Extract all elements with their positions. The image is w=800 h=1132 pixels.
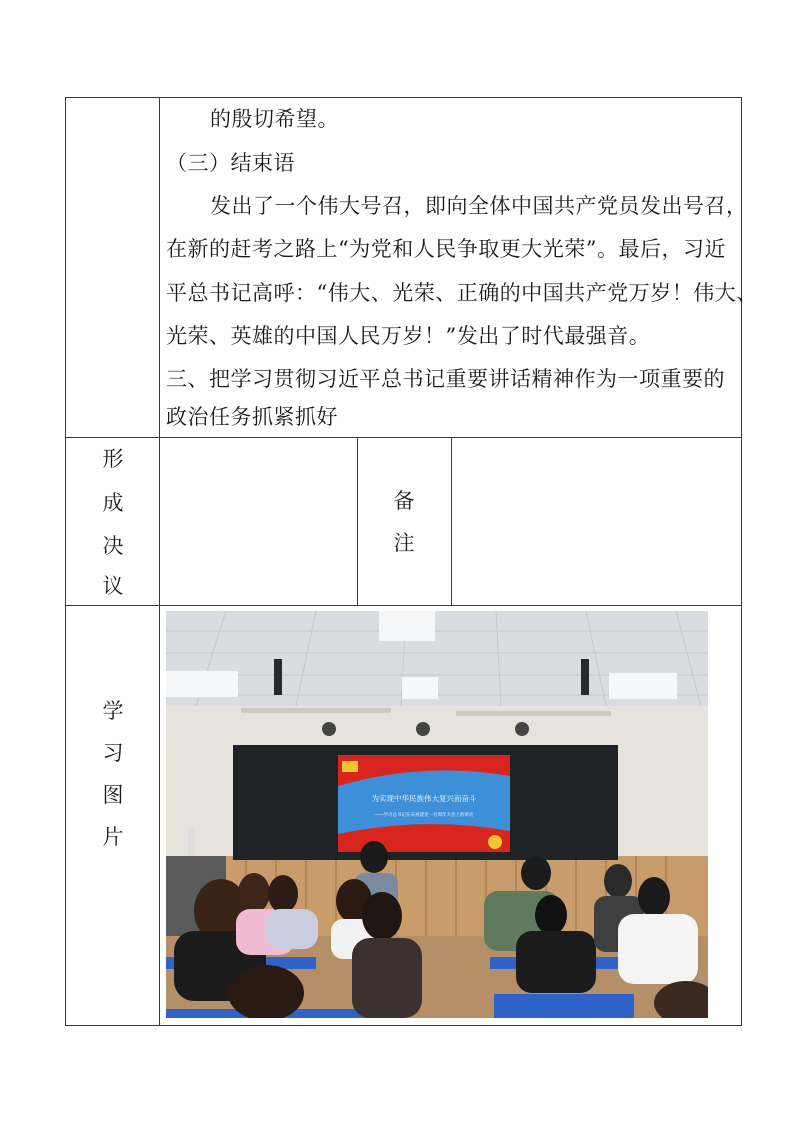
photo-label-char-1: 学 bbox=[102, 699, 124, 723]
slide-subtitle: ——学习总书记在庆祝建党一百周年大会上的讲话 bbox=[374, 813, 474, 818]
resolution-label-char-4: 议 bbox=[102, 574, 124, 598]
slide-title: 为实现中华民族伟大复兴而奋斗 bbox=[371, 794, 477, 803]
content-line-2: （三）结束语 bbox=[166, 151, 295, 175]
resolution-label-char-3: 决 bbox=[102, 534, 124, 558]
remark-divider-right bbox=[451, 437, 452, 605]
remark-divider-left bbox=[357, 437, 358, 605]
content-line-7: 三、把学习贯彻习近平总书记重要讲话精神作为一项重要的 bbox=[166, 367, 725, 391]
table-border-bottom bbox=[65, 1025, 742, 1026]
resolution-label-char-2: 成 bbox=[102, 491, 124, 515]
remark-label-char-2: 注 bbox=[393, 531, 415, 555]
table-border-top bbox=[65, 97, 742, 98]
content-line-8: 政治任务抓紧抓好 bbox=[166, 405, 338, 429]
table-border-right bbox=[741, 97, 742, 1026]
content-line-3: 发出了一个伟大号召，即向全体中国共产党员发出号召， bbox=[210, 194, 748, 218]
photo-label-char-4: 片 bbox=[102, 825, 124, 849]
study-photo bbox=[166, 611, 708, 1018]
table-row-divider-2 bbox=[65, 605, 742, 606]
photo-label-char-2: 习 bbox=[102, 741, 124, 765]
table-row-divider-1 bbox=[65, 437, 742, 438]
content-line-6: 光荣、英雄的中国人民万岁！”发出了时代最强音。 bbox=[166, 324, 651, 348]
resolution-label-char-1: 形 bbox=[102, 447, 124, 471]
remark-label-char-1: 备 bbox=[393, 489, 415, 513]
content-line-4: 在新的赶考之路上“为党和人民争取更大光荣”。最后，习近 bbox=[166, 237, 726, 261]
content-line-5: 平总书记高呼：“伟大、光荣、正确的中国共产党万岁！伟大、 bbox=[166, 281, 758, 305]
photo-label-char-3: 图 bbox=[102, 783, 124, 807]
table-column-divider bbox=[159, 97, 160, 1026]
table-border-left bbox=[65, 97, 66, 1026]
content-line-1: 的殷切希望。 bbox=[210, 107, 339, 131]
